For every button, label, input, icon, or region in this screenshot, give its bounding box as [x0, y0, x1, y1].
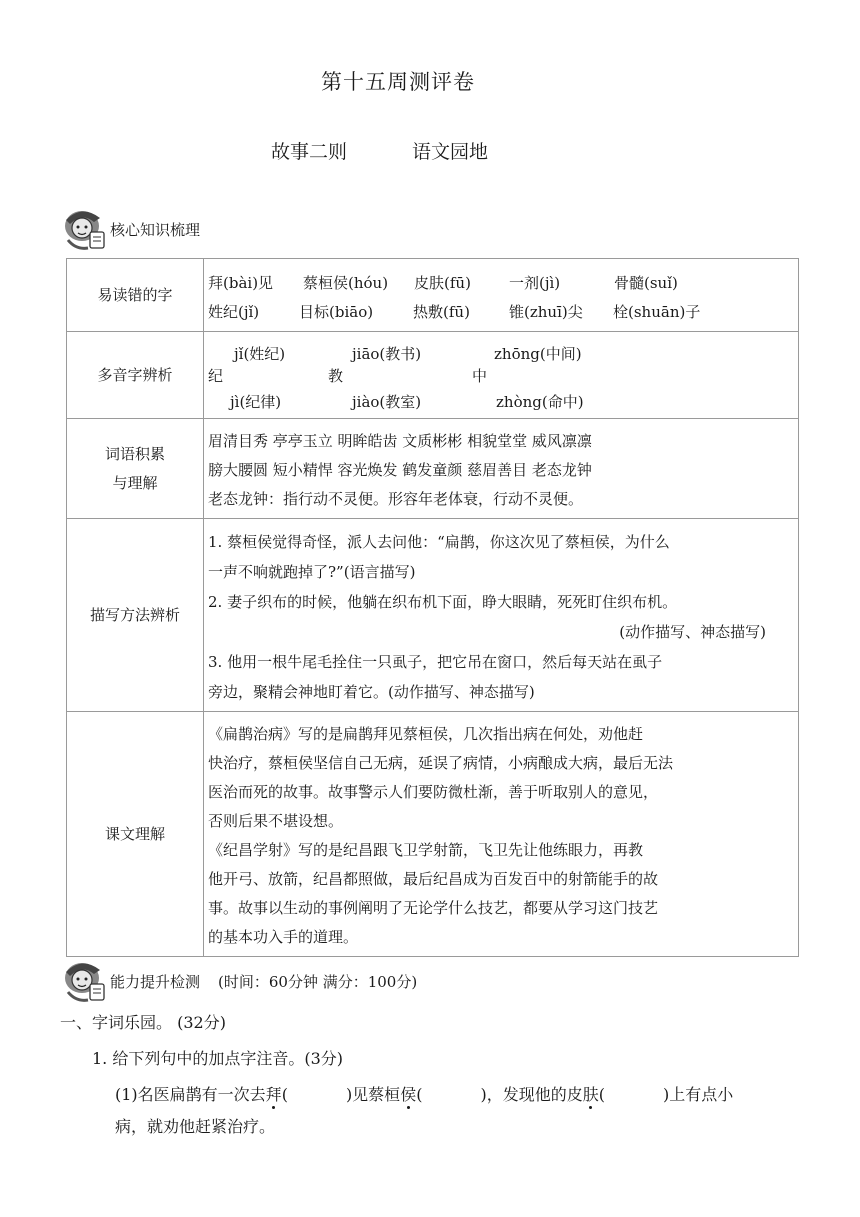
text-line: 3. 他用一根牛尾毛拴住一只虱子，把它吊在窗口，然后每天站在虱子 — [208, 653, 663, 671]
dotted-char: 拜 — [265, 1085, 282, 1104]
row-content — [204, 332, 799, 419]
text-line: 旁边，聚精会神地盯着它。(动作描写、神态描写) — [208, 683, 535, 701]
page-title: 第十五周测评卷 — [321, 70, 475, 94]
part-title: 一、字词乐园。 (32分) — [60, 1013, 226, 1032]
question-text: ( — [598, 1085, 605, 1104]
word-pinyin: 骨髓(suǐ) — [614, 274, 678, 292]
row-content — [204, 712, 799, 957]
row-header-line: 词语积累 — [104, 444, 165, 463]
question-text: )见蔡桓 — [345, 1085, 401, 1104]
lesson-title-left: 故事二则 — [271, 141, 348, 163]
text-line: 1. 蔡桓侯觉得奇怪，派人去问他：“扁鹊，你这次见了蔡桓侯，为什么 — [208, 533, 670, 551]
word-pinyin: 一剂(jì) — [509, 274, 561, 292]
lesson-title-right: 语文园地 — [412, 141, 489, 163]
polyphone-reading: jǐ(姓纪) — [234, 345, 286, 363]
table-row — [67, 712, 799, 957]
text-line: 的基本功入手的道理。 — [208, 928, 359, 946]
section-heading-knowledge — [60, 206, 200, 252]
question-text: 病，就劝他赶紧治疗。 — [115, 1117, 276, 1136]
question-text: ( — [281, 1085, 288, 1104]
text-line: 《扁鹊治病》写的是扁鹊拜见蔡桓侯，几次指出病在何处，劝他赶 — [208, 725, 644, 743]
text-line: (动作描写、神态描写) — [619, 623, 766, 641]
row-header-line: 与理解 — [112, 473, 158, 492]
text-line: 一声不响就跑掉了?”(语言描写) — [208, 563, 416, 581]
text-line: 否则后果不堪设想。 — [208, 812, 344, 830]
table-row — [67, 259, 799, 332]
text-line: 快治疗，蔡桓侯坚信自己无病，延误了病情，小病酿成大病，最后无法 — [208, 754, 674, 772]
row-content — [204, 419, 799, 519]
student-mascot-icon — [60, 958, 116, 1004]
word-pinyin: 栓(shuān)子 — [613, 303, 701, 321]
text-line: 医治而死的故事。故事警示人们要防微杜渐，善于听取别人的意见， — [208, 783, 659, 801]
test-info: (时间：60分钟 满分：100分) — [218, 972, 418, 991]
word-pinyin: 蔡桓侯(hóu) — [303, 274, 389, 292]
polyphone-reading: zhōng(中间) — [494, 345, 582, 363]
question-text: (1)名医扁鹊有一次去 — [115, 1085, 266, 1104]
text-line: 老态龙钟：指行动不灵便。形容年老体衰，行动不灵便。 — [208, 490, 584, 508]
row-header: 课文理解 — [67, 712, 204, 957]
polyphone-char: 教 — [328, 367, 344, 385]
row-content — [204, 259, 799, 332]
polyphone-char: 纪 — [208, 367, 224, 385]
question-item — [115, 1079, 815, 1143]
word-pinyin: 拜(bài)见 — [208, 274, 274, 292]
section-label: 核心知识梳理 — [110, 220, 201, 239]
question-stem: 1. 给下列句中的加点字注音。(3分) — [92, 1049, 344, 1068]
row-header — [67, 419, 204, 519]
word-pinyin: 目标(biāo) — [299, 303, 374, 321]
student-mascot-icon — [60, 206, 116, 252]
text-line: 事。故事以生动的事例阐明了无论学什么技艺，都要从学习这门技艺 — [208, 899, 659, 917]
text-line: 2. 妻子织布的时候，他躺在织布机下面，睁大眼睛，死死盯住织布机。 — [208, 593, 678, 611]
word-pinyin: 锥(zhuī)尖 — [509, 303, 583, 321]
word-pinyin: 姓纪(jǐ) — [208, 303, 260, 321]
polyphone-reading: jiāo(教书) — [352, 345, 422, 363]
table-row — [67, 519, 799, 712]
word-pinyin: 皮肤(fū) — [414, 274, 471, 292]
polyphone-reading: zhòng(命中) — [496, 393, 584, 411]
knowledge-table — [66, 258, 799, 957]
table-row — [67, 332, 799, 419]
question-text: )上有点小 — [662, 1085, 734, 1104]
text-line: 膀大腰圆 短小精悍 容光焕发 鹤发童颜 慈眉善目 老态龙钟 — [208, 461, 592, 479]
text-line: 眉清目秀 亭亭玉立 明眸皓齿 文质彬彬 相貌堂堂 威风凛凛 — [208, 432, 592, 450]
question-text: )，发现他的皮 — [480, 1085, 583, 1104]
polyphone-reading: jì(纪律) — [230, 393, 282, 411]
row-header: 易读错的字 — [67, 259, 204, 332]
text-line: 他开弓、放箭，纪昌都照做，最后纪昌成为百发百中的射箭能手的故 — [208, 870, 659, 888]
dotted-char: 侯 — [400, 1085, 417, 1104]
dotted-char: 肤 — [582, 1085, 599, 1104]
row-content — [204, 519, 799, 712]
polyphone-char: 中 — [472, 367, 488, 385]
row-header: 描写方法辨析 — [67, 519, 204, 712]
text-line: 《纪昌学射》写的是纪昌跟飞卫学射箭，飞卫先让他练眼力，再教 — [208, 841, 644, 859]
table-row — [67, 419, 799, 519]
polyphone-reading: jiào(教室) — [352, 393, 422, 411]
section-label: 能力提升检测 — [110, 972, 201, 991]
word-pinyin: 热敷(fū) — [413, 303, 470, 321]
row-header: 多音字辨析 — [67, 332, 204, 419]
question-text: ( — [416, 1085, 423, 1104]
section-heading-test — [60, 958, 417, 1004]
